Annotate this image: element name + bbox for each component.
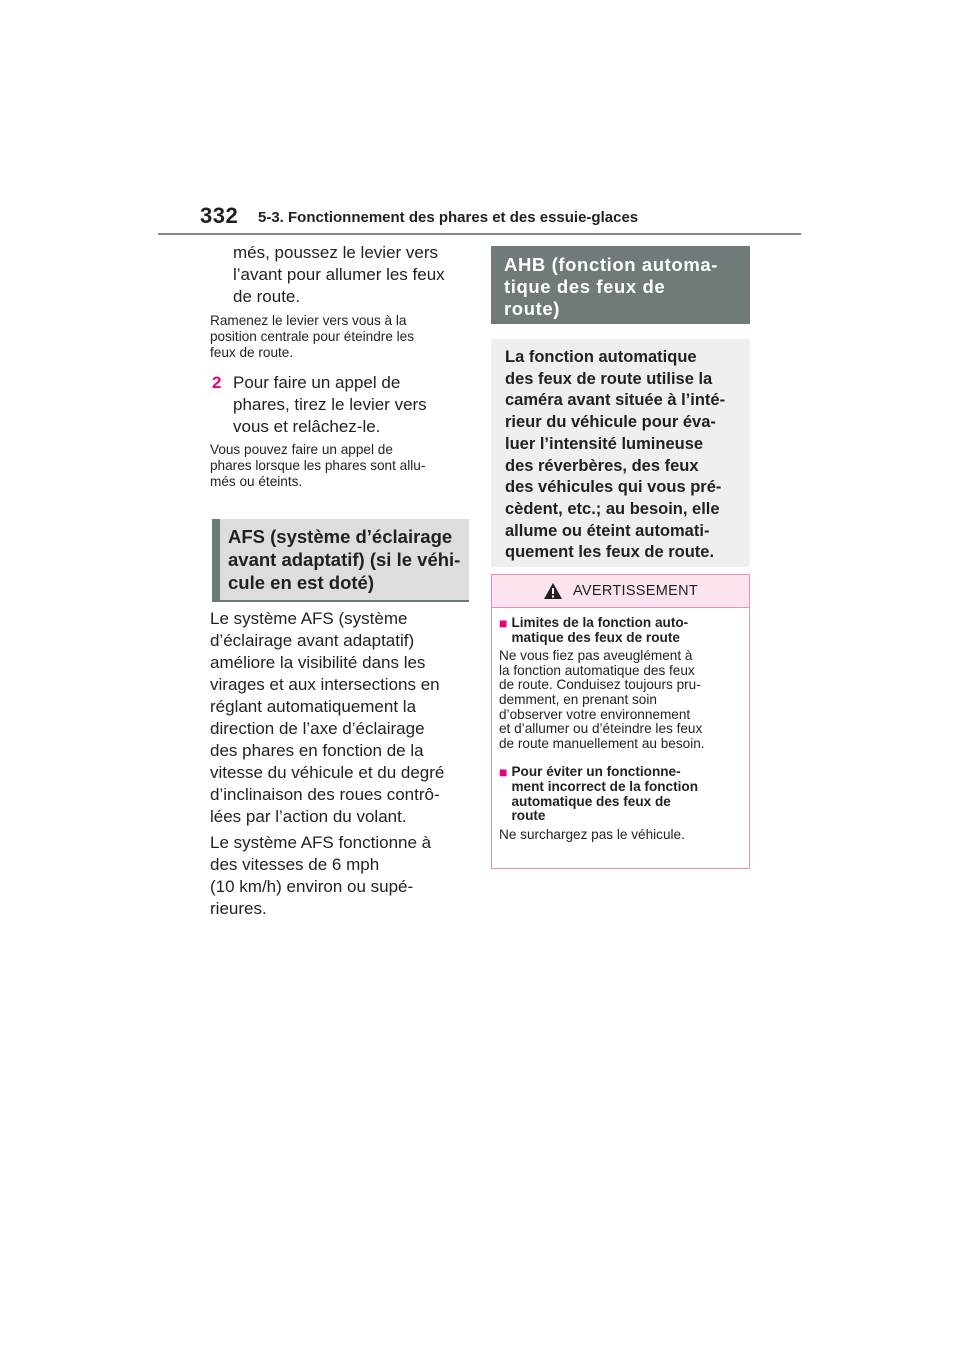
step2-text	[233, 372, 473, 438]
text-line: Ne vous fiez pas aveuglément à	[499, 648, 693, 664]
text-line: caméra avant située à l’inté-	[505, 391, 726, 410]
text-line: Vous pouvez faire un appel de	[210, 442, 393, 457]
ahb-heading	[491, 246, 750, 324]
text-line: position centrale pour éteindre les	[210, 329, 415, 344]
afs-heading	[212, 519, 469, 602]
text-line: Pour éviter un fonctionne-	[511, 764, 681, 780]
text-line: més, poussez le levier vers	[233, 243, 439, 262]
warning-subheading-1	[499, 616, 742, 645]
note-2	[210, 442, 470, 490]
heading-line: avant adaptatif) (si le véhi-	[228, 549, 461, 570]
heading-line: AFS (système d’éclairage	[228, 526, 453, 547]
warning-header	[492, 575, 749, 608]
bullet-square: ■	[499, 615, 508, 631]
text-line: lées par l’action du volant.	[210, 807, 407, 826]
heading-line: AHB (fonction automa-	[504, 254, 719, 275]
text-line: rieures.	[210, 899, 267, 918]
text-line: vous et relâchez-le.	[233, 417, 381, 436]
warning-subheading-2	[499, 765, 742, 823]
heading-line: route)	[504, 298, 561, 319]
afs-paragraph-1	[210, 608, 470, 828]
header-rule	[158, 233, 801, 235]
text-line: virages et aux intersections en	[210, 675, 440, 694]
text-line: matique des feux de route	[511, 629, 680, 645]
warning-title: AVERTISSEMENT	[572, 583, 699, 599]
text-line: et d’allumer ou d’éteindre les feux	[499, 721, 703, 737]
text-line: més ou éteints.	[210, 474, 303, 489]
bullet-square: ■	[499, 764, 508, 781]
note-1	[210, 313, 470, 361]
warning-text-1	[499, 649, 742, 751]
afs-paragraph-2	[210, 832, 470, 920]
warning-triangle-icon	[543, 582, 563, 600]
warning-text-2	[499, 828, 742, 843]
heading-line: tique des feux de	[504, 276, 666, 297]
step1-continuation	[233, 242, 473, 308]
text-line: la fonction automatique des feux	[499, 662, 695, 678]
text-line: Ne surchargez pas le véhicule.	[499, 826, 685, 842]
text-line: La fonction automatique	[505, 348, 697, 366]
text-line: d’observer votre environnement	[499, 706, 691, 722]
text-line: ment incorrect de la fonction	[511, 778, 699, 794]
text-line: Le système AFS fonctionne à	[210, 833, 432, 852]
text-line: améliore la visibilité dans les	[210, 653, 426, 672]
warning-box	[491, 574, 750, 869]
text-line: demment, en prenant soin	[499, 691, 657, 707]
text-line: de route. Conduisez toujours pru-	[499, 677, 701, 693]
text-line: allume ou éteint automati-	[505, 521, 710, 540]
text-line: d’inclinaison des roues contrô-	[210, 785, 440, 804]
ahb-intro-box	[491, 339, 750, 567]
text-line: Ramenez le levier vers vous à la	[210, 313, 407, 328]
text-line: automatique des feux de	[511, 793, 671, 809]
text-line: d’éclairage avant adaptatif)	[210, 631, 415, 650]
text-line: route	[511, 808, 546, 824]
text-line: Le système AFS (système	[210, 609, 408, 628]
text-line: phares lorsque les phares sont allu-	[210, 458, 426, 473]
heading-line: cule en est doté)	[228, 572, 374, 593]
text-line: (10 km/h) environ ou supé-	[210, 877, 414, 896]
text-line: rieur du véhicule pour éva-	[505, 413, 716, 432]
text-line: réglant automatiquement la	[210, 697, 417, 716]
text-line: des phares en fonction de la	[210, 741, 424, 760]
text-line: des feux de route utilise la	[505, 369, 713, 388]
text-line: luer l’intensité lumineuse	[505, 434, 704, 453]
text-line: des réverbères, des feux	[505, 456, 699, 475]
text-line: phares, tirez le levier vers	[233, 395, 427, 414]
text-line: de route manuellement au besoin.	[499, 735, 705, 751]
text-line: Pour faire un appel de	[233, 373, 401, 392]
text-line: feux de route.	[210, 345, 294, 360]
text-line: direction de l’axe d’éclairage	[210, 719, 425, 738]
text-line: des véhicules qui vous pré-	[505, 478, 722, 497]
page-number: 332	[200, 203, 239, 228]
text-line: Limites de la fonction auto-	[511, 615, 689, 630]
step-number: 2	[212, 373, 222, 392]
text-line: l’avant pour allumer les feux	[233, 265, 445, 284]
text-line: vitesse du véhicule et du degré	[210, 763, 445, 782]
section-title: 5-3. Fonctionnement des phares et des essuie-glaces	[258, 209, 639, 226]
warning-body	[492, 608, 749, 848]
text-line: de route.	[233, 287, 301, 306]
text-line: cèdent, etc.; au besoin, elle	[505, 499, 720, 518]
text-line: quement les feux de route.	[505, 543, 715, 562]
text-line: des vitesses de 6 mph	[210, 855, 380, 874]
